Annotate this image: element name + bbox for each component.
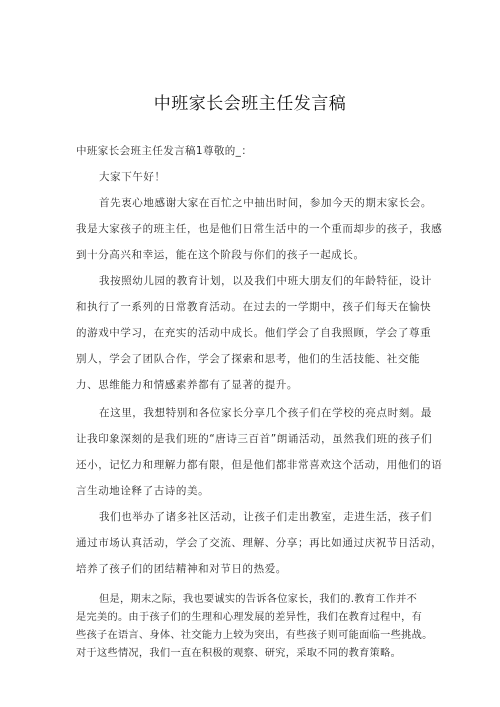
paragraph-line: 让我印象深刻的是我们班的“唐诗三百首”朗诵活动，虽然我们班的孩子们 <box>76 433 433 445</box>
paragraph-line: 和执行了一系列的日常教育活动。在过去的一学期中，孩子们每天在愉快 <box>76 301 432 313</box>
paragraph-line: 我们也举办了诸多社区活动，让孩子们走出教室，走进生活，孩子们 <box>99 511 432 523</box>
paragraph-line: 还小，记忆力和理解力都有限，但是他们都非常喜欢这个活动，用他们的语 <box>76 459 443 471</box>
paragraph-line: 些孩子在语言、身体、社交能力上较为突出，有些孩子则可能面临一些挑战。 <box>76 630 433 641</box>
paragraph-line: 到十分高兴和幸运，能在这个阶段与你们的孩子一起成长。 <box>76 249 365 261</box>
document-title: 中班家长会班主任发言稿 <box>153 94 347 114</box>
paragraph-line: 培养了孩子们的团结精神和对节日的热爱。 <box>76 563 287 575</box>
paragraph-line: 言生动地诠释了古诗的美。 <box>76 485 210 497</box>
paragraph-line: 别人，学会了团队合作，学会了探索和思考，他们的生活技能、社交能 <box>76 353 421 365</box>
paragraph-line: 我按照幼儿园的教育计划，以及我们中班大朋友们的年龄特征，设计 <box>99 275 432 287</box>
paragraph-line: 但是，期末之际，我也要诚实的告诉各位家长，我们的.教育工作并不 <box>99 594 418 605</box>
greeting-line: 大家下午好！ <box>99 171 166 183</box>
paragraph-line: 通过市场认真活动，学会了交流、理解、分享；再比如通过庆祝节日活动， <box>76 537 443 549</box>
paragraph-line: 力、思维能力和情感素养都有了显著的提升。 <box>76 379 298 391</box>
paragraph-line: 在这里，我想特别和各位家长分享几个孩子们在学校的亮点时刻。最 <box>99 407 432 419</box>
document-subtitle: 中班家长会班主任发言稿1尊敬的_： <box>76 145 253 157</box>
paragraph-line: 是完美的。由于孩子们的生理和心理发展的差异性，我们在教育过程中，有 <box>76 612 423 623</box>
paragraph-line: 首先衷心地感谢大家在百忙之中抽出时间，参加今天的期末家长会。 <box>99 197 432 209</box>
paragraph-line: 我是大家孩子的班主任，也是他们日常生活中的一个重而却步的孩子，我感 <box>76 223 443 235</box>
paragraph-line: 对于这些情况，我们一直在积极的观察、研究，采取不同的教育策略。 <box>76 648 402 659</box>
paragraph-line: 的游戏中学习，在充实的活动中成长。他们学会了自我照顾，学会了尊重 <box>76 327 432 339</box>
